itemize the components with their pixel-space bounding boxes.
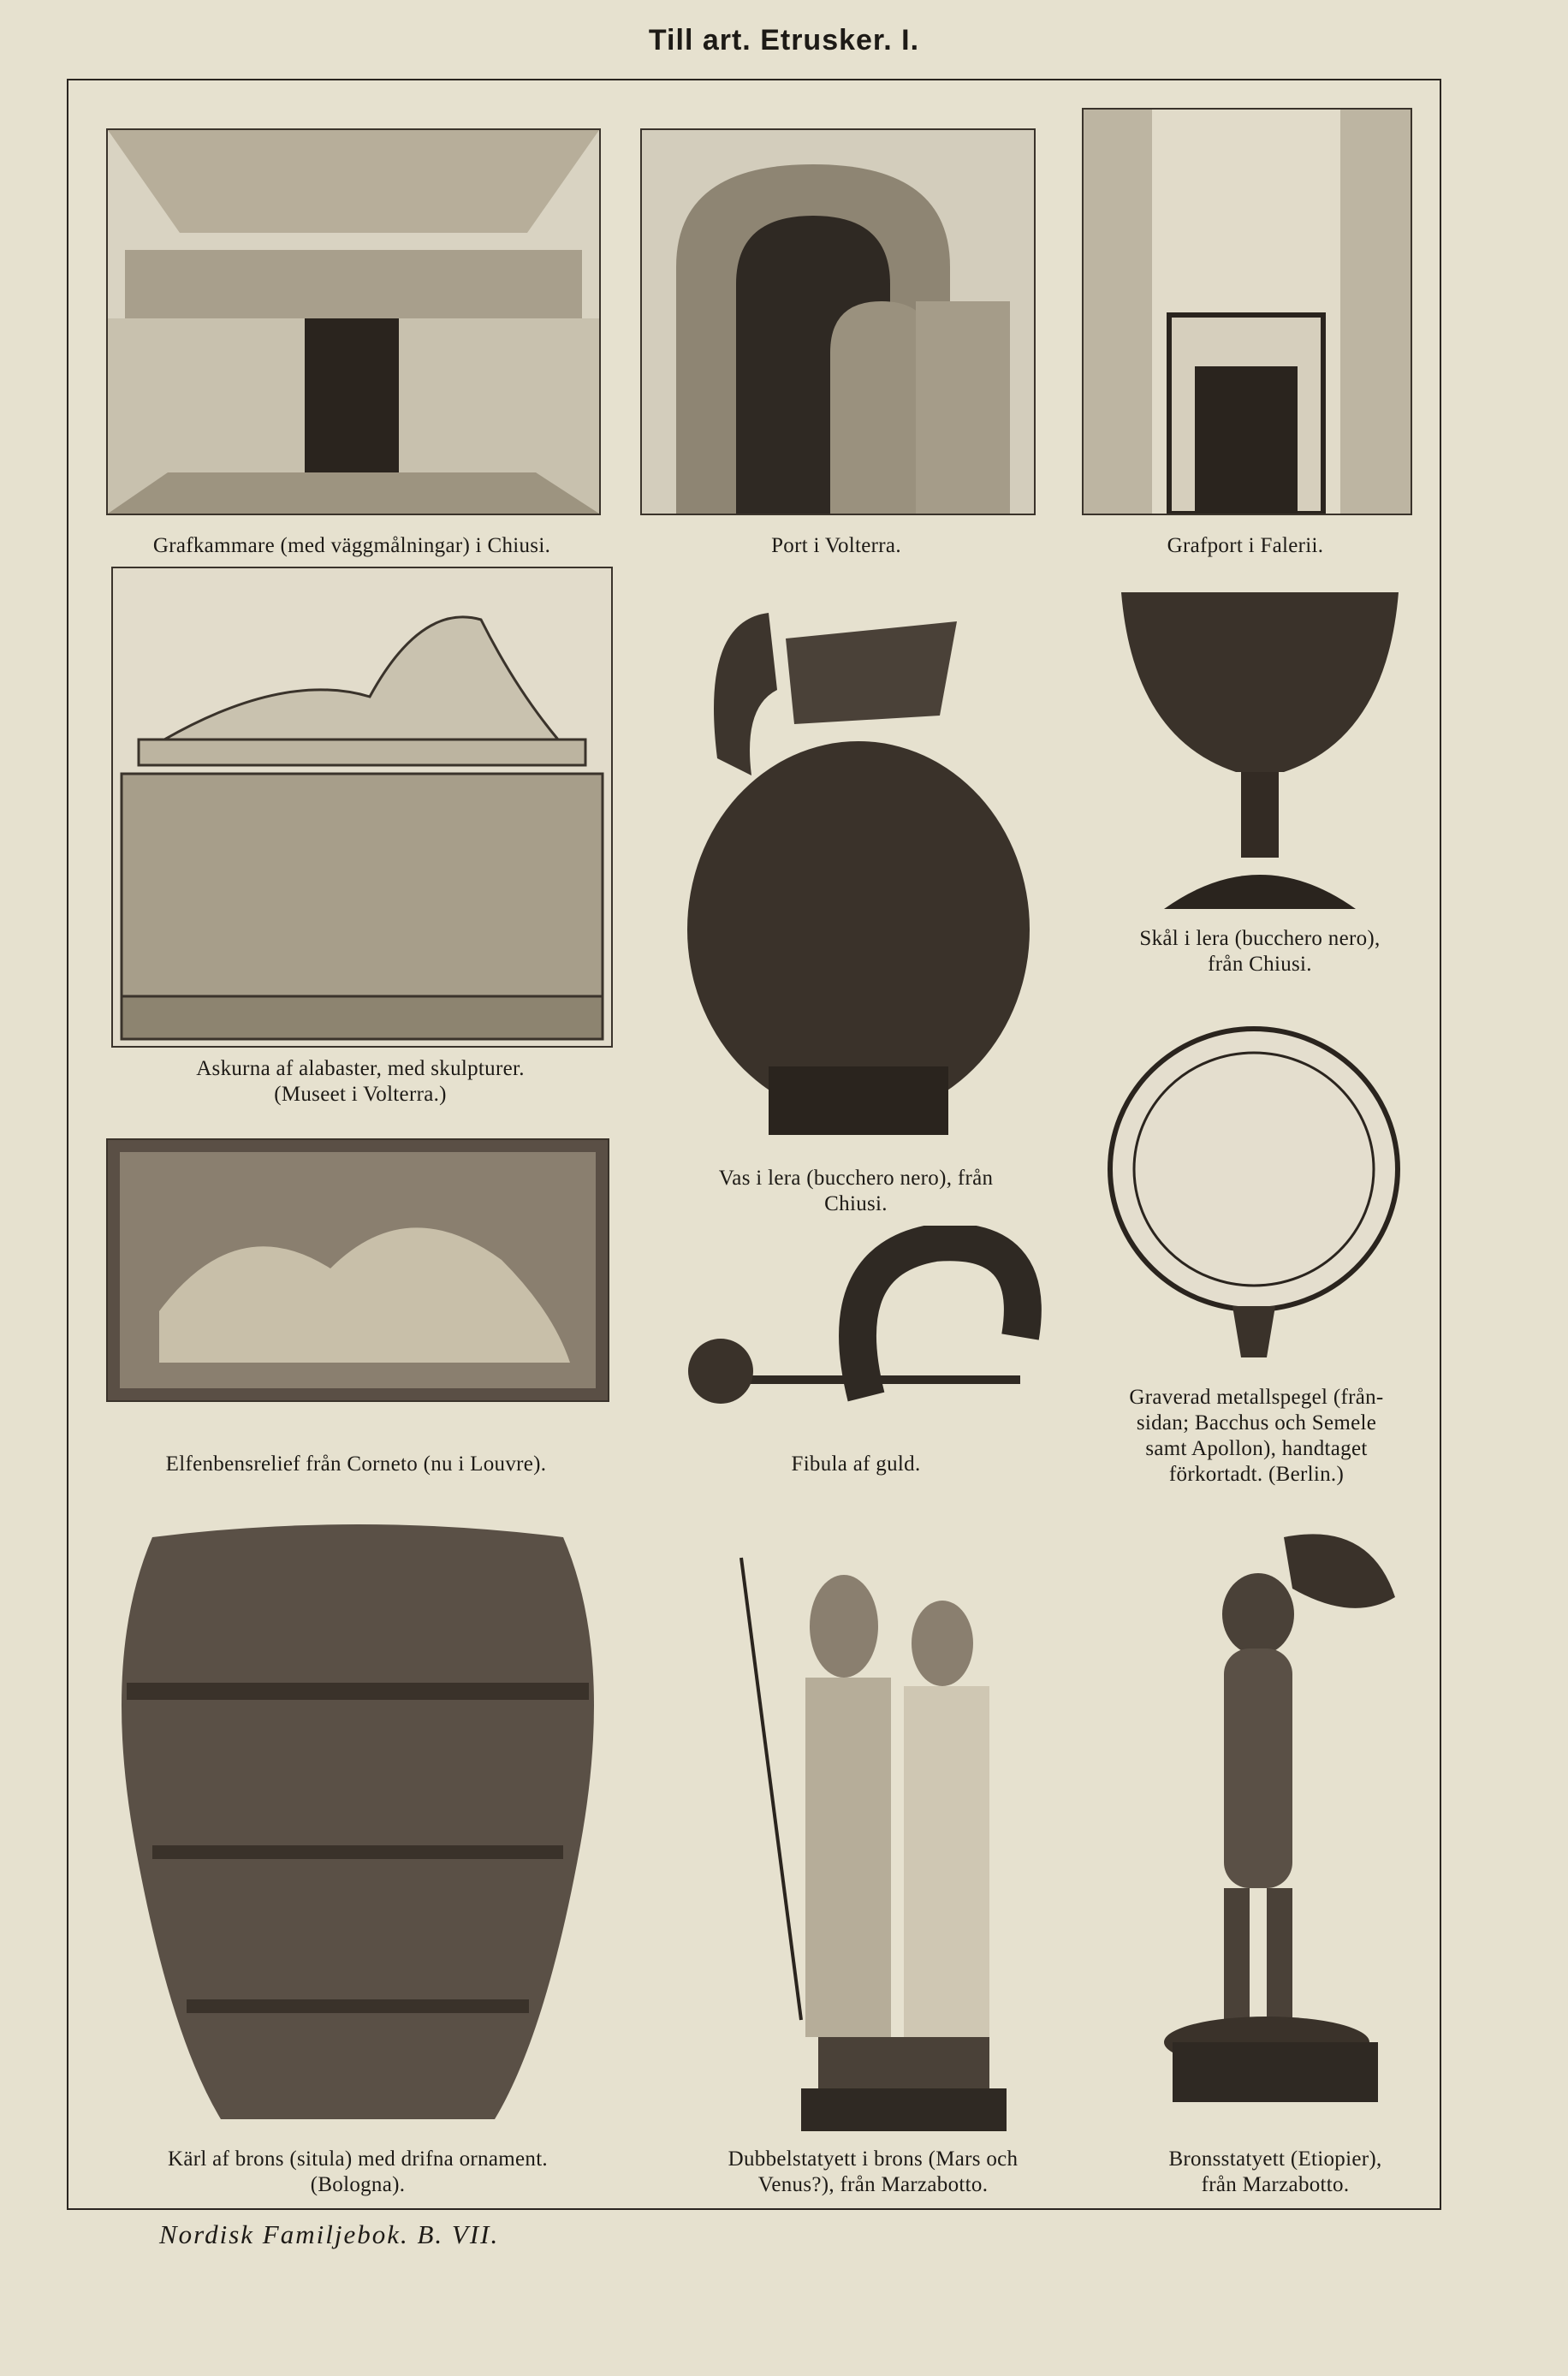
- caption-fibula: Fibula af guld.: [791, 1452, 921, 1476]
- goblet-illustration: [1113, 584, 1407, 909]
- situla-illustration: [101, 1520, 615, 2136]
- mirror-illustration: [1104, 1024, 1404, 1357]
- double-statuette-illustration: [724, 1524, 1022, 2140]
- caption-bronsstatyett-line-1: Bronsstatyett (Etiopier),: [1168, 2147, 1382, 2171]
- caption-skal-line-2: från Chiusi.: [1208, 953, 1312, 976]
- caption-spegel-line-4: förkortadt. (Berlin.): [1168, 1463, 1345, 1486]
- fibula-illustration: [661, 1226, 1051, 1414]
- caption-spegel-line-1: Graverad metallspegel (från-: [1129, 1386, 1384, 1409]
- tomb-chamber-illustration: [106, 128, 601, 515]
- caption-spegel-line-3: samt Apollon), handtaget: [1145, 1437, 1368, 1460]
- caption-vas: [650, 1166, 1061, 1217]
- caption-elfenben: Elfenbensrelief från Corneto (nu i Louvre).: [165, 1452, 547, 1476]
- caption-dubbelstatyett: [669, 2147, 1077, 2198]
- caption-skal: [1084, 926, 1436, 977]
- caption-bronsstatyett: [1104, 2147, 1446, 2198]
- caption-port: Port i Volterra.: [771, 534, 901, 557]
- page-footer: Nordisk Familjebok. B. VII.: [159, 2219, 500, 2249]
- caption-vas-line-1: Vas i lera (bucchero nero), från: [718, 1167, 994, 1190]
- caption-situla-line-2: (Bologna).: [310, 2173, 406, 2196]
- caption-askurna-line-1: Askurna af alabaster, med skulpturer.: [196, 1057, 525, 1080]
- caption-skal-line-1: Skål i lera (bucchero nero),: [1139, 927, 1381, 950]
- caption-spegel: [1085, 1385, 1428, 1488]
- caption-bronsstatyett-line-2: från Marzabotto.: [1201, 2173, 1350, 2196]
- caption-askurna: [86, 1056, 635, 1108]
- ivory-relief-illustration: [106, 1138, 609, 1402]
- caption-grafport: Grafport i Falerii.: [1167, 534, 1324, 557]
- statuette-illustration: [1138, 1520, 1412, 2119]
- caption-dubbelstatyett-line-1: Dubbelstatyett i brons (Mars och: [728, 2147, 1019, 2171]
- caption-grafkammare: Grafkammare (med väggmålningar) i Chiusi.: [152, 534, 551, 557]
- caption-situla: [86, 2147, 630, 2198]
- arched-gate-illustration: [640, 128, 1036, 515]
- page-header: Till art. Etrusker. I.: [648, 24, 920, 56]
- caption-dubbelstatyett-line-2: Venus?), från Marzabotto.: [757, 2173, 989, 2196]
- tomb-door-illustration: [1082, 108, 1412, 515]
- jug-illustration: [666, 587, 1048, 1143]
- caption-spegel-line-2: sidan; Bacchus och Semele: [1136, 1411, 1377, 1435]
- caption-askurna-line-2: (Museet i Volterra.): [274, 1083, 447, 1106]
- urn-illustration: [111, 567, 613, 1048]
- caption-situla-line-1: Kärl af brons (situla) med drifna ornament.: [167, 2147, 548, 2171]
- caption-vas-line-2: Chiusi.: [824, 1192, 888, 1215]
